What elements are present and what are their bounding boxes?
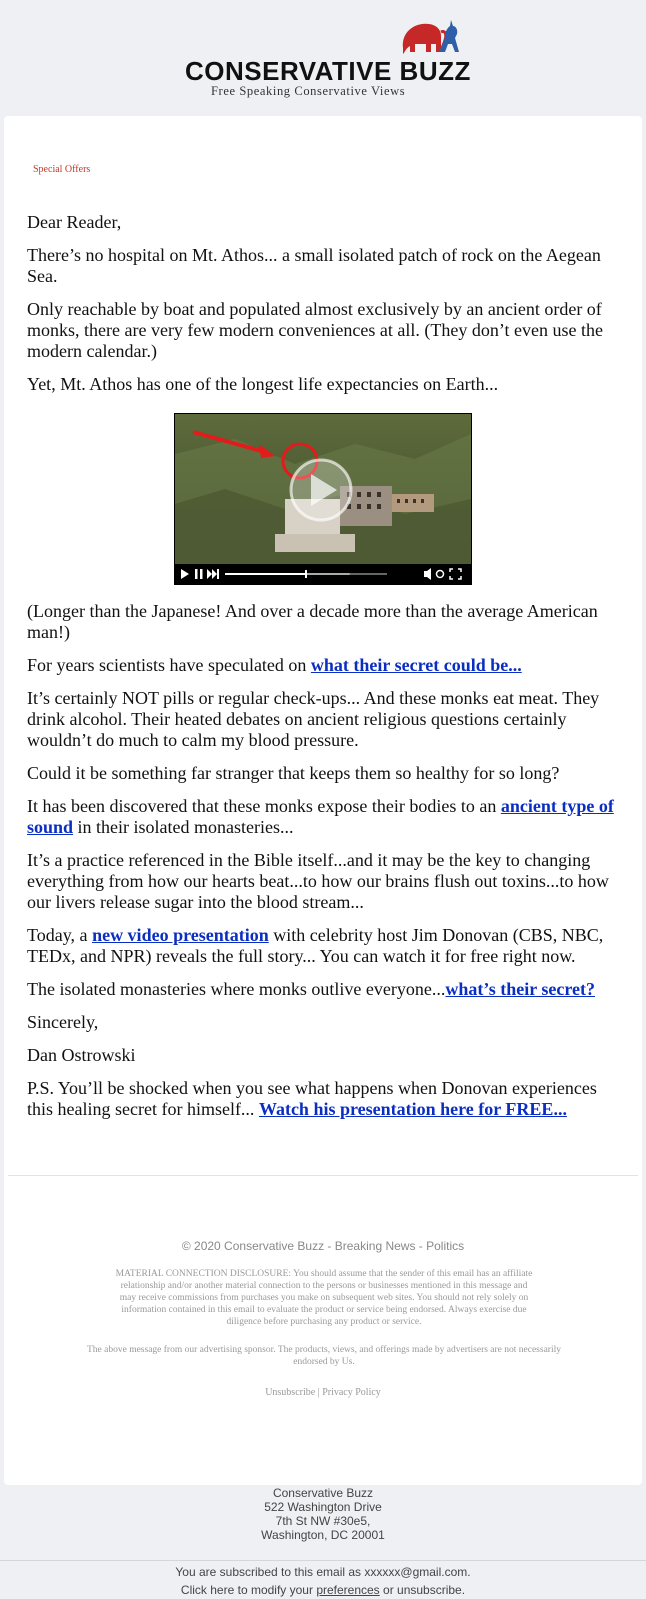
paragraph bbox=[27, 925, 619, 967]
logo-tagline: Free Speaking Conservative Views bbox=[211, 84, 406, 98]
address-line: 522 Washington Drive bbox=[264, 1500, 382, 1514]
paragraph-text: Click here to modify your bbox=[180, 1583, 317, 1597]
paragraph: It’s a practice referenced in the Bible itself...and it may be the key to changing everything from how our hearts beat...to how our brains flush out toxins...to how our livers release sugar into the blood stream... bbox=[27, 850, 609, 912]
special-offers-label: Special Offers bbox=[33, 164, 91, 175]
postal-address bbox=[0, 1486, 646, 1542]
divider bbox=[8, 1175, 638, 1176]
logo[interactable] bbox=[185, 18, 471, 98]
paragraph-text: It has been discovered that these monks expose their bodies to an bbox=[27, 796, 501, 816]
paragraph-text: For years scientists have speculated on bbox=[27, 655, 311, 675]
material-disclosure: MATERIAL CONNECTION DISCLOSURE: You should assume that the sender of this email has an affiliate relationship and/or another material connection to the persons or businesses mentioned in this message and may receive commissions from purchases you make on subsequent web sites. You should not rely solely on information contained in this email to evaluate the product or service being endorsed. Always exercise due diligence before purchasing any product or service. bbox=[115, 1269, 533, 1327]
unsubscribe-link[interactable]: Unsubscribe bbox=[265, 1387, 316, 1398]
whats-their-secret-link[interactable]: what’s their secret? bbox=[445, 979, 596, 999]
address-name: Conservative Buzz bbox=[272, 1486, 374, 1500]
header bbox=[0, 0, 646, 115]
video-presentation-link[interactable]: new video presentation bbox=[92, 925, 269, 945]
email-body bbox=[27, 212, 619, 1132]
play-icon[interactable] bbox=[291, 460, 351, 520]
postscript bbox=[27, 1078, 619, 1120]
link-separator: | bbox=[315, 1387, 323, 1398]
paragraph-text: in their isolated monasteries... bbox=[73, 817, 294, 837]
paragraph bbox=[27, 796, 619, 838]
paragraph bbox=[27, 655, 619, 676]
paragraph: There’s no hospital on Mt. Athos... a small isolated patch of rock on the Aegean Sea. bbox=[27, 245, 601, 286]
paragraph: It’s certainly NOT pills or regular check-ups... And these monks eat meat. They drink alcohol. Their heated debates on ancient religious questions certainly wouldn’t do much to calm my blood pressure. bbox=[27, 688, 600, 750]
footer-links bbox=[4, 1387, 642, 1398]
paragraph-text: or unsubscribe. bbox=[379, 1583, 466, 1597]
paragraph-text: The isolated monasteries where monks outlive everyone... bbox=[27, 979, 446, 999]
video-thumbnail[interactable] bbox=[174, 413, 472, 585]
address-line: 7th St NW #30e5, bbox=[275, 1514, 371, 1528]
signature: Dan Ostrowski bbox=[27, 1045, 136, 1065]
paragraph-text: P.S. You’ll be shocked when you see what happens when Donovan experiences this healing secret for himself... bbox=[27, 1078, 597, 1119]
paragraph-text: Today, a bbox=[27, 925, 93, 945]
copyright: © 2020 Conservative Buzz - Breaking News - Politics bbox=[181, 1239, 465, 1253]
paragraph: Could it be something far stranger that keeps them so healthy for so long? bbox=[27, 763, 560, 783]
preferences-link[interactable]: preferences bbox=[316, 1583, 380, 1597]
subscription-notice bbox=[0, 1563, 646, 1599]
video-progress-bar bbox=[225, 573, 306, 575]
signoff: Sincerely, bbox=[27, 1012, 99, 1032]
address-line: Washington, DC 20001 bbox=[261, 1528, 385, 1542]
email-card bbox=[4, 116, 642, 1485]
greeting: Dear Reader, bbox=[27, 212, 122, 232]
modify-preferences-text bbox=[0, 1581, 646, 1599]
video-progress-handle[interactable] bbox=[305, 570, 307, 578]
ancient-sound-link[interactable]: ancient type of sound bbox=[27, 796, 614, 837]
paragraph: Yet, Mt. Athos has one of the longest life expectancies on Earth... bbox=[27, 374, 499, 394]
divider bbox=[0, 1560, 646, 1561]
logo-title: CONSERVATIVE BUZZ bbox=[185, 56, 471, 86]
subscribed-email-text: You are subscribed to this email as xxxxxx@gmail.com. bbox=[175, 1565, 471, 1579]
paragraph: (Longer than the Japanese! And over a decade more than the average American man!) bbox=[27, 601, 598, 642]
paragraph bbox=[27, 979, 619, 1000]
sponsor-note: The above message from our advertising sponsor. The products, views, and offerings made by advertisers are not necessarily endorsed by Us. bbox=[87, 1345, 561, 1367]
secret-link[interactable]: what their secret could be... bbox=[310, 655, 522, 675]
paragraph-text: with celebrity host Jim Donovan (CBS, NBC, TEDx, and NPR) reveals the full story... You can watch it for free right now. bbox=[27, 925, 604, 966]
privacy-policy-link[interactable]: Privacy Policy bbox=[322, 1387, 381, 1398]
paragraph: Only reachable by boat and populated almost exclusively by an ancient order of monks, there are very few modern conveniences at all. (They don’t even use the modern calendar.) bbox=[27, 299, 603, 361]
watch-presentation-link[interactable]: Watch his presentation here for FREE... bbox=[258, 1099, 567, 1119]
